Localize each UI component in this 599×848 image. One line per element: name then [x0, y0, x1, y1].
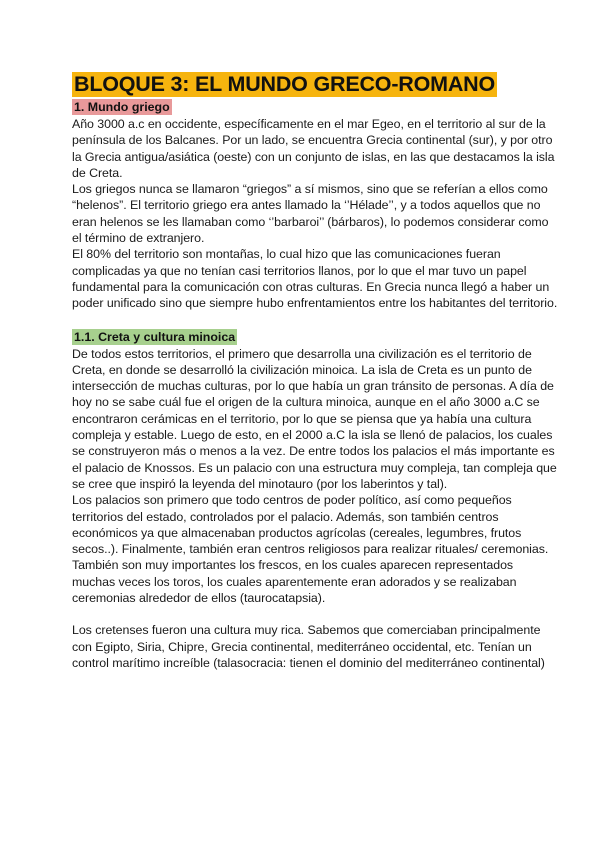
paragraph: Los griegos nunca se llamaron “griegos” a sí mismos, sino que se referían a ellos como “helenos”. El territorio griego era antes llamado la ‘’Hélade’’, y a todos aquellos que no eran helenos se les llamaban como ‘’barbaroi’’ (bárbaros), lo podemos considerar como el término de extranjero. — [72, 182, 549, 246]
section-heading-creta-minoica: 1.1. Creta y cultura minoica — [74, 329, 236, 344]
paragraph: De todos estos territorios, el primero que desarrolla una civilización es el territorio de Creta, en donde se desarrolló la civilización minoica. La isla de Creta es un punto de intersección de muchas culturas, por lo que había un gran tránsito de personas. A día de hoy no se sabe cuál fue el origen de la cultura minoica, aunque en el año 3000 a.C se encontraron cerámicas en el territorio, por lo que se piensa que ya había una cultura compleja y estable. Luego de esto, en el 2000 a.C la isla se llenó de palacios, los cuales se construyeron más o menos a la vez. De entre todos los palacios el más importante es el palacio de Knossos. Es un palacio con una estructura muy compleja, tan compleja que se cree que inspiró la leyenda del minotauro (por los laberintos y tal). — [72, 346, 557, 491]
section-creta-minoica — [72, 328, 559, 672]
spacer — [72, 606, 559, 622]
paragraph: El 80% del territorio son montañas, lo cual hizo que las comunicaciones fueran complicadas ya que no tenían casi territorios llanos, por lo que el mar tuvo un papel fundamental para la comunicación con otras culturas. En Grecia nunca llegó a haber un poder unificado sino que siempre hubo enfrentamientos entre los habitantes del territorio. — [72, 247, 558, 311]
document-title: BLOQUE 3: EL MUNDO GRECO-ROMANO — [74, 72, 496, 96]
section-mundo-griego — [72, 98, 559, 312]
spacer — [72, 312, 559, 328]
section-heading-mundo-griego: 1. Mundo griego — [74, 100, 170, 114]
paragraph: Los cretenses fueron una cultura muy rica. Sabemos que comerciaban principalmente con Egipto, Siria, Chipre, Grecia continental, mediterráneo occidental, etc. Tenían un control marítimo increíble (talasocracia: tienen el dominio del mediterráneo continental) — [72, 623, 545, 670]
paragraph: También son muy importantes los frescos, en los cuales aparecen representados muchas veces los toros, los cuales aparentemente eran adorados y se realizaban ceremonias alrededor de ellos (taurocatapsia). — [72, 558, 517, 606]
paragraph: Año 3000 a.c en occidente, específicamente en el mar Egeo, en el territorio al sur de la península de los Balcanes. Por un lado, se encuentra Grecia continental (sur), y por otro la Grecia antigua/asiática (oeste) con un conjunto de islas, en las que destacamos la isla de Creta. — [72, 117, 555, 180]
paragraph: Los palacios son primero que todo centros de poder político, así como pequeños territorios del estado, controlados por el palacio. Además, son también centros económicos ya que almacenaban productos agrícolas (cereales, legumbres, frutos secos..). Finalmente, también eran centros religiosos para realizar rituales/ ceremonias. — [72, 493, 549, 557]
